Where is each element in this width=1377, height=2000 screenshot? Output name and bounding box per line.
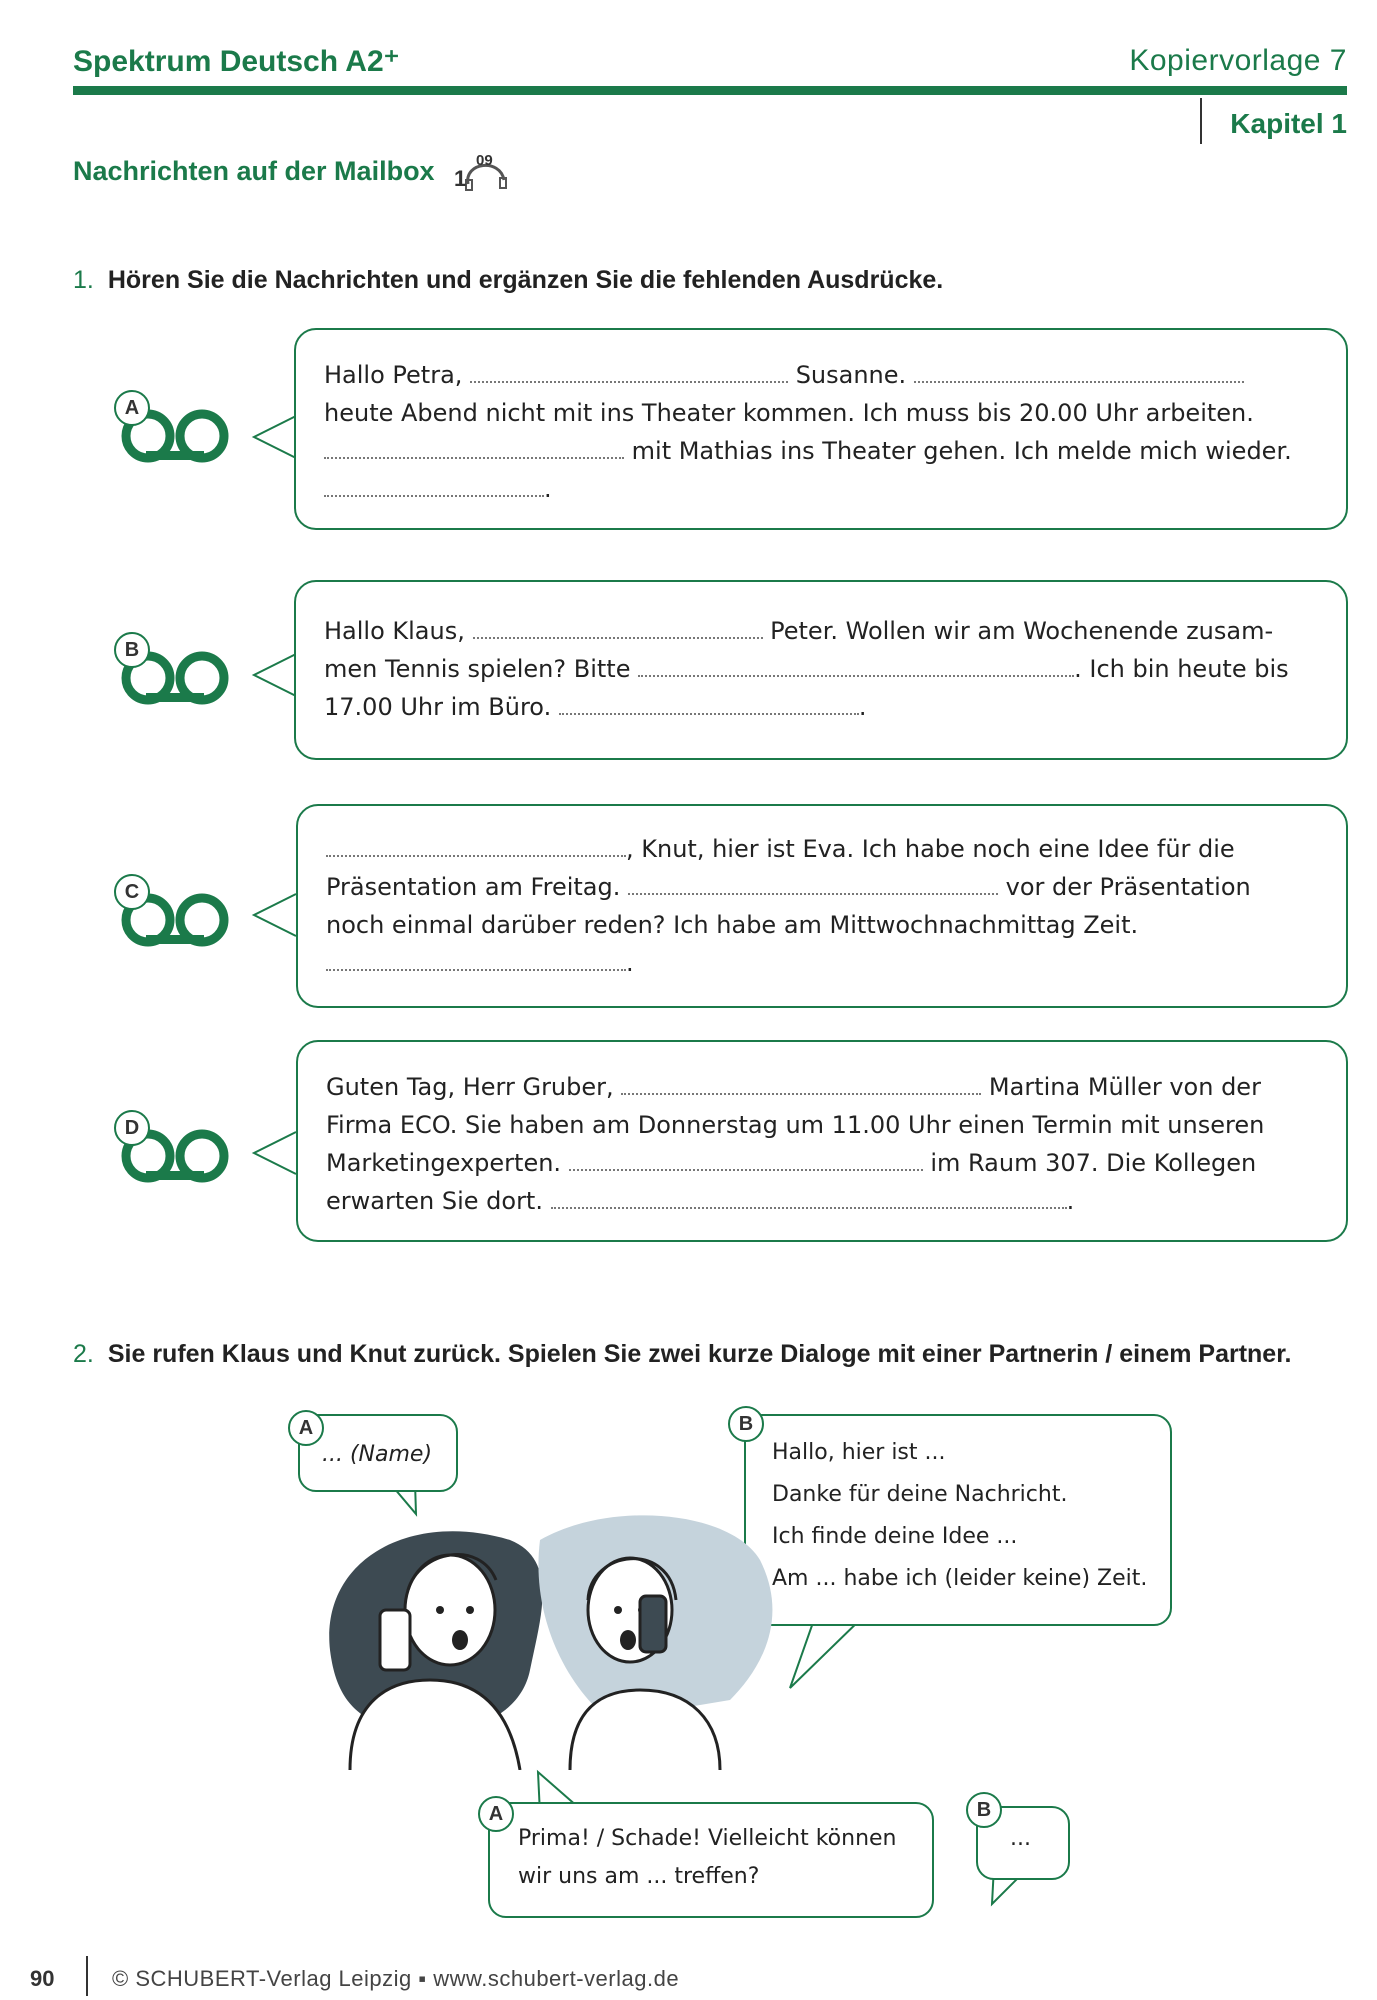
message-line: 17.00 Uhr im Büro.: [324, 693, 552, 721]
copyright-text: © SCHUBERT-Verlag Leipzig ▪ www.schubert-verlag.de: [112, 1966, 680, 1991]
message-line: erwarten Sie dort.: [326, 1187, 543, 1215]
message-line: heute Abend nicht mit ins Theater kommen. Ich muss bis 20.00 Uhr arbeiten.: [324, 399, 1254, 427]
blank-field[interactable]: [559, 697, 859, 715]
blank-field[interactable]: [551, 1191, 1067, 1209]
section-title: Nachrichten auf der Mailbox: [73, 156, 435, 186]
task-instruction: Hören Sie die Nachrichten und ergänzen Sie die fehlenden Ausdrücke.: [107, 266, 944, 294]
blank-field[interactable]: [324, 479, 544, 497]
page-number: 90: [30, 1966, 55, 1991]
phone-call-illustration: [310, 1500, 790, 1770]
message-line: .: [626, 949, 634, 977]
message-line: mit Mathias ins Theater gehen. Ich melde mich wieder.: [631, 437, 1292, 465]
speaker-badge: A: [288, 1410, 324, 1446]
speaker-badge: A: [478, 1796, 514, 1832]
book-title: Spektrum Deutsch A2⁺: [73, 45, 400, 78]
message-line: , Knut, hier ist Eva. Ich habe noch eine Idee für die: [626, 835, 1235, 863]
message-text: [326, 1068, 1326, 1220]
dialog-line: Am ... habe ich (leider keine) Zeit.: [772, 1566, 1148, 1591]
message-line: Firma ECO. Sie haben am Donnerstag um 11.00 Uhr einen Termin mit unseren: [326, 1111, 1265, 1139]
blank-field[interactable]: [324, 441, 624, 459]
task-number: 1.: [73, 266, 94, 294]
bubble-pointer: [250, 1128, 300, 1178]
message-line: Hallo Petra,: [324, 361, 463, 389]
chapter-label: Kapitel 1: [1230, 108, 1347, 139]
bubble-pointer: [250, 890, 300, 940]
message-badge: B: [114, 632, 150, 668]
message-text: [326, 830, 1326, 982]
message-line: Präsentation am Freitag.: [326, 873, 621, 901]
message-line: .: [858, 693, 867, 721]
message-line: Peter. Wollen wir am Wochenende zusam-: [770, 617, 1274, 645]
template-label: Kopiervorlage 7: [1129, 44, 1347, 77]
blank-field[interactable]: [621, 1077, 981, 1095]
message-line: Marketingexperten.: [326, 1149, 562, 1177]
task-number: 2.: [73, 1340, 94, 1368]
message-line: .: [544, 475, 552, 503]
header-rule: [73, 86, 1347, 95]
speaker-badge: B: [966, 1792, 1002, 1828]
message-line: im Raum 307. Die Kollegen: [930, 1149, 1257, 1177]
dialog-text: [772, 1432, 1147, 1600]
message-text: [324, 356, 1324, 508]
message-badge: A: [114, 390, 150, 426]
message-line: . Ich bin heute bis: [1074, 655, 1289, 683]
dialog-line: Ich finde deine Idee ...: [772, 1524, 1018, 1549]
bubble-pointer: [250, 650, 300, 700]
message-line: Susanne.: [795, 361, 907, 389]
blank-field[interactable]: [628, 877, 998, 895]
blank-field[interactable]: [914, 365, 1244, 383]
dialog-line: Hallo, hier ist ...: [772, 1440, 946, 1465]
message-line: Martina Müller von der: [988, 1073, 1261, 1101]
message-line: .: [1066, 1187, 1075, 1215]
message-badge: D: [114, 1110, 150, 1146]
message-line: vor der Präsentation: [1005, 873, 1251, 901]
footer-divider: [86, 1956, 88, 1996]
blank-field[interactable]: [470, 365, 788, 383]
bubble-pointer: [250, 412, 300, 462]
task-1: [73, 266, 943, 295]
speaker-badge: B: [728, 1406, 764, 1442]
track-number: 09: [476, 152, 493, 169]
dialog-text: ... (Name): [322, 1442, 433, 1467]
audio-track-marker: [454, 150, 514, 200]
dialog-line: wir uns am ... treffen?: [518, 1864, 760, 1889]
blank-field[interactable]: [326, 839, 626, 857]
blank-field[interactable]: [473, 621, 763, 639]
message-badge: C: [114, 874, 150, 910]
blank-field[interactable]: [638, 659, 1074, 677]
blank-field[interactable]: [326, 953, 626, 971]
people-calling-illustration: [310, 1500, 790, 1770]
message-line: noch einmal darüber reden? Ich habe am Mittwochnachmittag Zeit.: [326, 911, 1139, 939]
message-line: men Tennis spielen? Bitte: [324, 655, 631, 683]
task-2: [73, 1340, 1292, 1369]
message-line: Hallo Klaus,: [324, 617, 465, 645]
dialog-line: Danke für deine Nachricht.: [772, 1482, 1068, 1507]
track-cd: 1: [454, 166, 467, 191]
dialog-line: Prima! / Schade! Vielleicht können: [518, 1826, 897, 1851]
chapter-divider: [1200, 98, 1202, 144]
dialog-text: [518, 1820, 897, 1896]
dialog-text: ...: [1010, 1826, 1031, 1851]
message-text: [324, 612, 1324, 726]
message-line: Guten Tag, Herr Gruber,: [326, 1073, 614, 1101]
blank-field[interactable]: [569, 1153, 923, 1171]
task-instruction: Sie rufen Klaus und Knut zurück. Spielen Sie zwei kurze Dialoge mit einer Partnerin / einem Partner.: [107, 1340, 1292, 1368]
